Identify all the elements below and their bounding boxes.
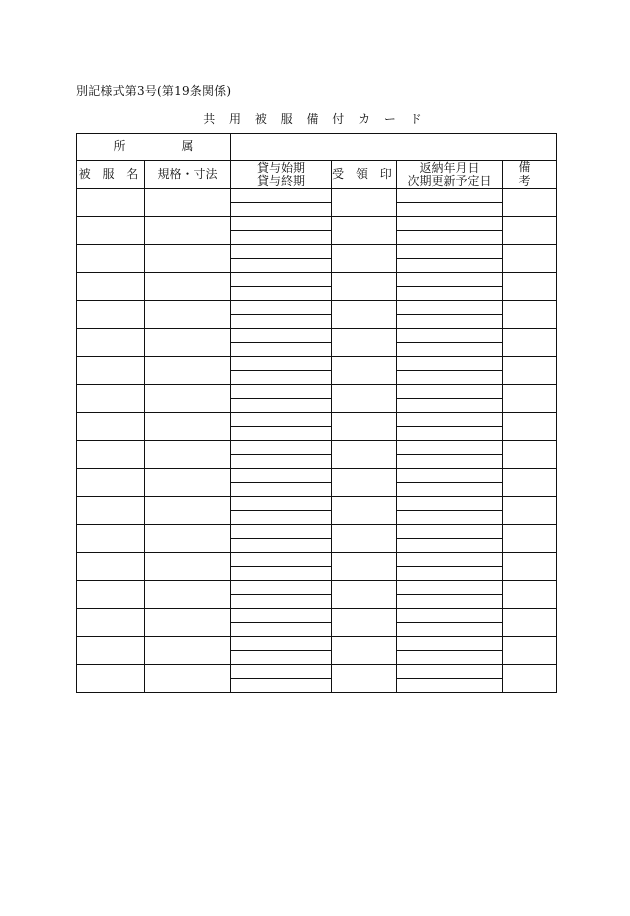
loan-end-cell[interactable] <box>231 595 332 609</box>
return-date-cell[interactable] <box>397 273 503 287</box>
clothing-name-cell[interactable] <box>77 497 145 525</box>
loan-start-cell[interactable] <box>231 609 332 623</box>
receipt-seal-cell[interactable] <box>332 273 397 301</box>
receipt-seal-cell[interactable] <box>332 441 397 469</box>
remarks-cell[interactable] <box>503 189 557 217</box>
return-date-cell[interactable] <box>397 301 503 315</box>
loan-end-cell[interactable] <box>231 343 332 357</box>
next-renewal-cell[interactable] <box>397 287 503 301</box>
table-row <box>77 665 557 679</box>
affiliation-value-cell[interactable] <box>231 134 557 161</box>
return-date-cell[interactable] <box>397 525 503 539</box>
spec-size-cell[interactable] <box>145 441 231 469</box>
receipt-seal-cell[interactable] <box>332 329 397 357</box>
receipt-seal-cell[interactable] <box>332 245 397 273</box>
next-renewal-cell[interactable] <box>397 231 503 245</box>
remarks-cell[interactable] <box>503 385 557 413</box>
receipt-seal-cell[interactable] <box>332 217 397 245</box>
spec-size-cell[interactable] <box>145 217 231 245</box>
spec-size-cell[interactable] <box>145 637 231 665</box>
receipt-seal-cell[interactable] <box>332 301 397 329</box>
receipt-seal-cell[interactable] <box>332 385 397 413</box>
loan-end-cell[interactable] <box>231 371 332 385</box>
return-date-cell[interactable] <box>397 217 503 231</box>
clothing-name-cell[interactable] <box>77 553 145 581</box>
receipt-seal-cell[interactable] <box>332 469 397 497</box>
receipt-seal-cell[interactable] <box>332 609 397 637</box>
receipt-seal-cell[interactable] <box>332 357 397 385</box>
remarks-cell[interactable] <box>503 581 557 609</box>
spec-size-cell[interactable] <box>145 385 231 413</box>
loan-start-cell[interactable] <box>231 245 332 259</box>
next-renewal-cell[interactable] <box>397 539 503 553</box>
remarks-cell[interactable] <box>503 609 557 637</box>
spec-size-cell[interactable] <box>145 553 231 581</box>
loan-start-cell[interactable] <box>231 581 332 595</box>
table-row <box>77 553 557 567</box>
remarks-cell[interactable] <box>503 357 557 385</box>
spec-size-cell[interactable] <box>145 357 231 385</box>
return-date-cell[interactable] <box>397 497 503 511</box>
table-row <box>77 609 557 623</box>
receipt-seal-cell[interactable] <box>332 581 397 609</box>
header-loan-period <box>231 161 332 189</box>
loan-end-cell[interactable] <box>231 679 332 693</box>
next-renewal-cell[interactable] <box>397 343 503 357</box>
loan-end-cell[interactable] <box>231 511 332 525</box>
remarks-cell[interactable] <box>503 553 557 581</box>
return-date-cell[interactable] <box>397 609 503 623</box>
return-date-cell[interactable] <box>397 469 503 483</box>
clothing-name-cell[interactable] <box>77 469 145 497</box>
receipt-seal-cell[interactable] <box>332 497 397 525</box>
clothing-name-cell[interactable] <box>77 385 145 413</box>
table-row <box>77 385 557 399</box>
spec-size-cell[interactable] <box>145 329 231 357</box>
next-renewal-cell[interactable] <box>397 399 503 413</box>
loan-start-cell[interactable] <box>231 553 332 567</box>
clothing-name-cell[interactable] <box>77 329 145 357</box>
loan-start-cell[interactable] <box>231 357 332 371</box>
header-loan-start: 貸与始期 <box>256 160 305 175</box>
loan-end-cell[interactable] <box>231 651 332 665</box>
receipt-seal-cell[interactable] <box>332 637 397 665</box>
loan-end-cell[interactable] <box>231 203 332 217</box>
remarks-cell[interactable] <box>503 469 557 497</box>
loan-start-cell[interactable] <box>231 637 332 651</box>
loan-start-cell[interactable] <box>231 385 332 399</box>
table-row <box>77 189 557 203</box>
return-date-cell[interactable] <box>397 357 503 371</box>
spec-size-cell[interactable] <box>145 609 231 637</box>
loan-end-cell[interactable] <box>231 231 332 245</box>
spec-size-cell[interactable] <box>145 469 231 497</box>
clothing-name-cell[interactable] <box>77 637 145 665</box>
return-date-cell[interactable] <box>397 245 503 259</box>
loan-start-cell[interactable] <box>231 189 332 203</box>
table-row <box>77 357 557 371</box>
receipt-seal-cell[interactable] <box>332 189 397 217</box>
return-date-cell[interactable] <box>397 413 503 427</box>
spec-size-cell[interactable] <box>145 189 231 217</box>
clothing-name-cell[interactable] <box>77 189 145 217</box>
return-date-cell[interactable] <box>397 385 503 399</box>
header-next-renewal: 次期更新予定日 <box>407 173 492 188</box>
loan-end-cell[interactable] <box>231 399 332 413</box>
spec-size-cell[interactable] <box>145 273 231 301</box>
clothing-name-cell[interactable] <box>77 609 145 637</box>
remarks-cell[interactable] <box>503 637 557 665</box>
remarks-cell[interactable] <box>503 245 557 273</box>
header-clothing-name: 被 服 名 <box>77 161 145 189</box>
loan-start-cell[interactable] <box>231 413 332 427</box>
next-renewal-cell[interactable] <box>397 371 503 385</box>
table-row <box>77 301 557 315</box>
header-return-renewal <box>397 161 503 189</box>
next-renewal-cell[interactable] <box>397 483 503 497</box>
table-row <box>77 245 557 259</box>
loan-end-cell[interactable] <box>231 287 332 301</box>
clothing-name-cell[interactable] <box>77 217 145 245</box>
header-spec-size: 規格・寸法 <box>145 161 231 189</box>
return-date-cell[interactable] <box>397 329 503 343</box>
loan-end-cell[interactable] <box>231 567 332 581</box>
loan-end-cell[interactable] <box>231 623 332 637</box>
next-renewal-cell[interactable] <box>397 595 503 609</box>
clothing-name-cell[interactable] <box>77 301 145 329</box>
header-receipt-seal: 受 領 印 <box>332 161 397 189</box>
receipt-seal-cell[interactable] <box>332 665 397 693</box>
form-title: 共 用 被 服 備 付 カ ー ド <box>203 112 427 126</box>
receipt-seal-cell[interactable] <box>332 525 397 553</box>
loan-start-cell[interactable] <box>231 301 332 315</box>
loan-start-cell[interactable] <box>231 665 332 679</box>
affiliation-label-right: 属 <box>181 139 194 154</box>
table-row <box>77 637 557 651</box>
table-row <box>77 525 557 539</box>
spec-size-cell[interactable] <box>145 497 231 525</box>
next-renewal-cell[interactable] <box>397 455 503 469</box>
remarks-cell[interactable] <box>503 665 557 693</box>
next-renewal-cell[interactable] <box>397 679 503 693</box>
loan-start-cell[interactable] <box>231 329 332 343</box>
table-row <box>77 497 557 511</box>
loan-end-cell[interactable] <box>231 483 332 497</box>
loan-start-cell[interactable] <box>231 497 332 511</box>
form-reference: 別記様式第3号(第19条関係) <box>76 84 232 98</box>
table-row <box>77 413 557 427</box>
return-date-cell[interactable] <box>397 189 503 203</box>
return-date-cell[interactable] <box>397 665 503 679</box>
table-row <box>77 469 557 483</box>
remarks-cell[interactable] <box>503 413 557 441</box>
loan-end-cell[interactable] <box>231 539 332 553</box>
clothing-name-cell[interactable] <box>77 357 145 385</box>
header-row <box>77 161 557 189</box>
spec-size-cell[interactable] <box>145 525 231 553</box>
remarks-cell[interactable] <box>503 441 557 469</box>
header-remarks: 備 考 <box>503 161 557 189</box>
clothing-name-cell[interactable] <box>77 441 145 469</box>
next-renewal-cell[interactable] <box>397 651 503 665</box>
spec-size-cell[interactable] <box>145 665 231 693</box>
remarks-cell[interactable] <box>503 329 557 357</box>
header-return-date: 返納年月日 <box>419 160 480 175</box>
next-renewal-cell[interactable] <box>397 259 503 273</box>
return-date-cell[interactable] <box>397 581 503 595</box>
return-date-cell[interactable] <box>397 553 503 567</box>
clothing-card-table <box>76 133 563 693</box>
next-renewal-cell[interactable] <box>397 203 503 217</box>
spec-size-cell[interactable] <box>145 245 231 273</box>
remarks-cell[interactable] <box>503 301 557 329</box>
table-row <box>77 329 557 343</box>
affiliation-label <box>77 134 231 161</box>
receipt-seal-cell[interactable] <box>332 553 397 581</box>
clothing-name-cell[interactable] <box>77 581 145 609</box>
next-renewal-cell[interactable] <box>397 427 503 441</box>
spec-size-cell[interactable] <box>145 413 231 441</box>
affiliation-label-left: 所 <box>113 139 126 154</box>
next-renewal-cell[interactable] <box>397 315 503 329</box>
loan-start-cell[interactable] <box>231 441 332 455</box>
remarks-cell[interactable] <box>503 273 557 301</box>
table-row <box>77 273 557 287</box>
table-row <box>77 441 557 455</box>
table-row <box>77 217 557 231</box>
spec-size-cell[interactable] <box>145 301 231 329</box>
remarks-cell[interactable] <box>503 497 557 525</box>
clothing-name-cell[interactable] <box>77 245 145 273</box>
header-loan-end: 貸与終期 <box>256 173 305 188</box>
loan-end-cell[interactable] <box>231 427 332 441</box>
next-renewal-cell[interactable] <box>397 567 503 581</box>
receipt-seal-cell[interactable] <box>332 413 397 441</box>
clothing-name-cell[interactable] <box>77 413 145 441</box>
table-row <box>77 581 557 595</box>
return-date-cell[interactable] <box>397 637 503 651</box>
affiliation-row <box>77 134 557 161</box>
clothing-name-cell[interactable] <box>77 273 145 301</box>
loan-end-cell[interactable] <box>231 455 332 469</box>
spec-size-cell[interactable] <box>145 581 231 609</box>
return-date-cell[interactable] <box>397 441 503 455</box>
loan-end-cell[interactable] <box>231 315 332 329</box>
loan-start-cell[interactable] <box>231 273 332 287</box>
loan-start-cell[interactable] <box>231 469 332 483</box>
next-renewal-cell[interactable] <box>397 623 503 637</box>
loan-start-cell[interactable] <box>231 217 332 231</box>
clothing-name-cell[interactable] <box>77 525 145 553</box>
loan-start-cell[interactable] <box>231 525 332 539</box>
remarks-cell[interactable] <box>503 525 557 553</box>
next-renewal-cell[interactable] <box>397 511 503 525</box>
clothing-name-cell[interactable] <box>77 665 145 693</box>
remarks-cell[interactable] <box>503 217 557 245</box>
loan-end-cell[interactable] <box>231 259 332 273</box>
